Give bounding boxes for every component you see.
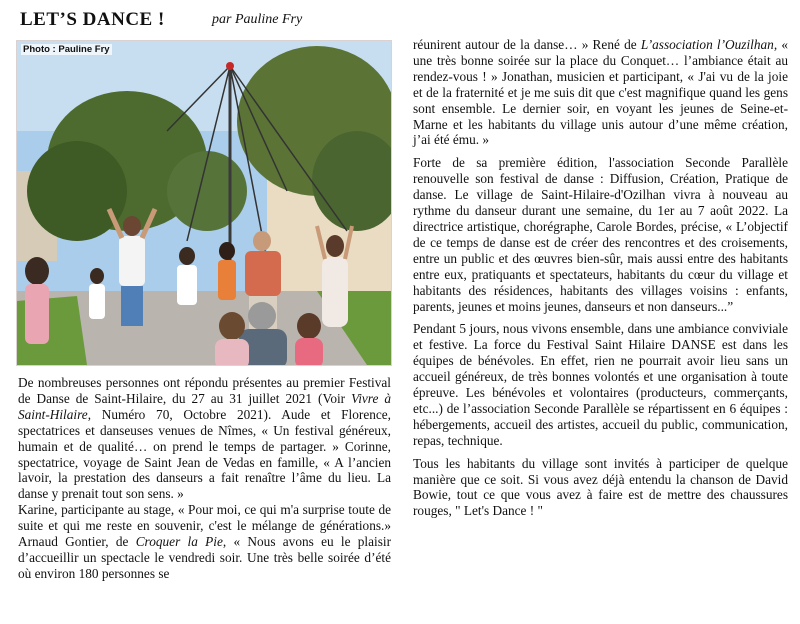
left-paragraph-2: Karine, participante au stage, « Pour moi, ce qui m'a surprise toute de suite et qui me reste en souvenir, c'est le mélange de générations.» Arnaud Gontier, de Croquer la Pie, « Nous avons eu le plaisir d’accueillir un spectacle le vendredi soir. Une très belle soirée d’été où environ 180 personnes se	[18, 502, 392, 581]
right-paragraph-4: Tous les habitants du village sont invités à participer de quelque manière que ce soit. Si vous avez déjà entendu la chanson de David Bowie, tout ce que vous avez à faire est de mettre des chaussures rouges, " Let's Dance ! "	[413, 455, 788, 519]
dance-scene-illustration	[17, 41, 391, 365]
right-paragraph-3: Pendant 5 jours, nous vivons ensemble, dans une ambiance conviviale et festive. La force du Festival Saint Hilaire DANSE est dans les équipes de bénévoles. En effet, rien ne pourrait avoir lieu sans un accueil généreux, de très bonnes volontés et une organisation à toute épreuve. Les bénévoles et volontaires (producteurs, commerçants, etc...) de l’association Seconde Parallèle se répartissent en 6 équipes : hébergements, accueil des artistes, accueil du public, communication, repas, technique.	[413, 321, 788, 448]
magazine-reference: Vivre à Saint-Hilaire	[18, 390, 391, 422]
right-paragraph-1: réunirent autour de la danse… » René de L’association l’Ouzilhan, « une très bonne soirée sur la place du Conquet… l’ambiance était au rendez-vous ! » Jonathan, musicien et participant, « J'ai vu de la joie et de la fraternité et je me suis dit que c'est magnifique quand les gens sont ensemble. Le dernier soir, en voyant les jeunes de Seine-et- Marne et les habitants du village unis autour d’une même création, j’ai été ému. »	[413, 37, 789, 148]
right-paragraph-2: Forte de sa première édition, l'association Seconde Parallèle renouvelle son festival de danse : Diffusion, Création, Pratique de danse. Le village de Saint-Hilaire-d'Ozilhan vivra à nouveau au rythme du danseur durant une semaine, du 1er au 7 août 2022. La directrice artistique, chorégraphe, Carole Bordes, précise, « L’objectif de ce temps de danse est de créer des rencontres et des croisements, entre un public et des œuvres bien-sûr, mais aussi entre des habitants entre eux, pratiquants et spectateurs, habitants du cœur du village et habitants des résidences, habitants des villages voisins : enfants, parents, jeunes et moins jeunes, danseurs et non danseurs...”	[413, 155, 788, 314]
article-title: LET’S DANCE !	[20, 9, 165, 30]
left-column	[18, 375, 391, 582]
dance-photo	[16, 40, 392, 366]
organization-reference: Croquer la Pie	[135, 534, 223, 550]
photo-credit: Photo : Pauline Fry	[23, 44, 110, 55]
author-byline: par Pauline Fry	[212, 12, 303, 27]
right-column	[413, 37, 788, 519]
association-reference: L’association l’Ouzilhan,	[640, 37, 778, 52]
left-paragraph-1: De nombreuses personnes ont répondu présentes au premier Festival de Danse de Saint-Hilaire, du 27 au 31 juillet 2021 (Voir Vivre à Saint-Hilaire, Numéro 70, Octobre 2021). Aude et Florence, spectatrices et danseuses venues de Nîmes, « Un festival généreux, humain et de qualité… on prend le temps de partager. » Corinne, spectatrice, voyage de Saint Jean de Vedas en famille, « A l’ancien lavoir, la prestation des danseurs a fait renaître l’âme du lieu. La danse y prenait tout son sens. »	[18, 375, 391, 502]
